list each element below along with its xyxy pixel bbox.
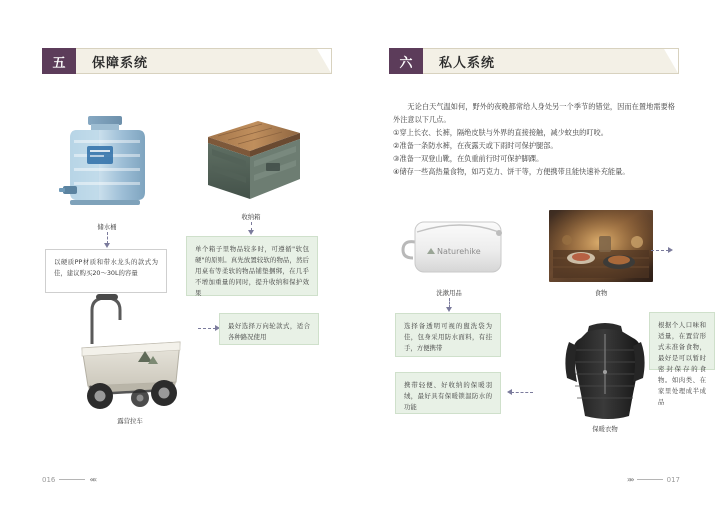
intro-paragraph-2: ②准备一条防水裤，在夜露天或下雨时可保护腿部。 — [393, 141, 558, 150]
section-number-badge — [42, 48, 76, 74]
connector-arrow-jacket — [507, 389, 512, 395]
intro-paragraph-0: 无论白天气温如何，野外的夜晚都常给人身处另一个季节的错觉，因而在置地需要格外注意以下几点。 — [393, 102, 675, 124]
caption-water-container: 储水桶 — [97, 223, 117, 231]
caption-jacket: 保暖衣物 — [592, 425, 618, 433]
caption-toiletry-bag: 洗漱用品 — [436, 289, 462, 297]
section-header-left — [42, 48, 332, 74]
note-storage-box — [186, 236, 318, 296]
note-toiletry-bag — [395, 313, 501, 357]
caption-food: 食物 — [594, 289, 608, 297]
section-number-badge-right — [389, 48, 423, 74]
folio-right — [627, 475, 680, 484]
water-container-photo — [55, 110, 160, 215]
note-water-container — [45, 249, 167, 293]
connector-camp-wagon — [198, 328, 216, 329]
caption-camp-wagon: 露营拉车 — [117, 417, 143, 425]
section-header-right — [389, 48, 679, 74]
note-toiletry-bag-text: 选择备透明可视的盥洗袋为佳，包身采用防水面料，有挂手，方便携带 — [404, 322, 492, 352]
section-title-bar-right — [423, 48, 679, 74]
section-title-text-right: 私人系统 — [439, 55, 496, 71]
section-number-text: 五 — [52, 55, 66, 71]
toiletry-bag-photo — [395, 208, 513, 284]
jacket-photo — [555, 318, 655, 422]
folio-left-chevrons: «« — [89, 475, 96, 484]
connector-jacket — [511, 392, 533, 393]
note-jacket-text: 携带轻便、好收纳的保暖羽绒，最好具有保暖锁温防水的功能 — [404, 381, 492, 411]
folio-right-number: 017 — [666, 475, 680, 484]
connector-arrow-food — [668, 247, 673, 253]
note-food — [649, 312, 715, 406]
note-storage-box-text: 单个箱子里物品较多时，可遵循"软包硬"的原则。真先放置较软的物品，然后用桌布等柔软的物品铺垫捆绑，在几乎不增加重量的同时，提升收纳和保护效果 — [195, 245, 309, 297]
folio-left — [42, 475, 95, 484]
intro-block — [393, 100, 675, 178]
section-title-bar — [76, 48, 332, 74]
connector-arrow-toiletry-bag — [446, 307, 452, 312]
note-camp-wagon — [219, 313, 319, 345]
page-right — [361, 0, 722, 510]
connector-arrow-water-container — [104, 243, 110, 248]
food-photo — [549, 210, 653, 282]
section-title-text: 保障系统 — [92, 55, 149, 71]
intro-paragraph-1: ①穿上长衣、长裤，隔绝皮肤与外界的直接接触，减少蚊虫的叮咬。 — [393, 128, 608, 137]
folio-left-rule — [59, 479, 85, 480]
camp-wagon-photo — [52, 290, 202, 412]
section-number-text-right: 六 — [399, 55, 413, 71]
intro-paragraph-4: ④储存一些高热量食物，如巧克力、饼干等，方便携带且能快速补充能量。 — [393, 167, 630, 176]
svg-text:Naturehike: Naturehike — [437, 247, 481, 256]
note-camp-wagon-text: 最好选择万向轮款式，适合各种路况使用 — [228, 322, 310, 341]
note-jacket — [395, 372, 501, 414]
storage-box-photo — [196, 113, 306, 205]
note-food-text: 根据个人口味和适量，在置营形式未准备食物，最好是可以暂时密封保存的食物。如肉类、在家里处理成半成品 — [658, 321, 706, 406]
connector-food — [651, 250, 669, 251]
folio-right-rule — [637, 479, 663, 480]
connector-arrow-storage-box — [248, 230, 254, 235]
note-water-container-text: 以硬质PP材质和带水龙头的款式为佳，建议购买20～30L的容量 — [54, 258, 158, 277]
folio-right-chevrons: »» — [626, 475, 633, 484]
caption-storage-box: 收纳箱 — [241, 213, 261, 221]
folio-left-number: 016 — [42, 475, 56, 484]
intro-paragraph-3: ③准备一双登山靴，在负重前行时可保护脚踝。 — [393, 154, 544, 163]
